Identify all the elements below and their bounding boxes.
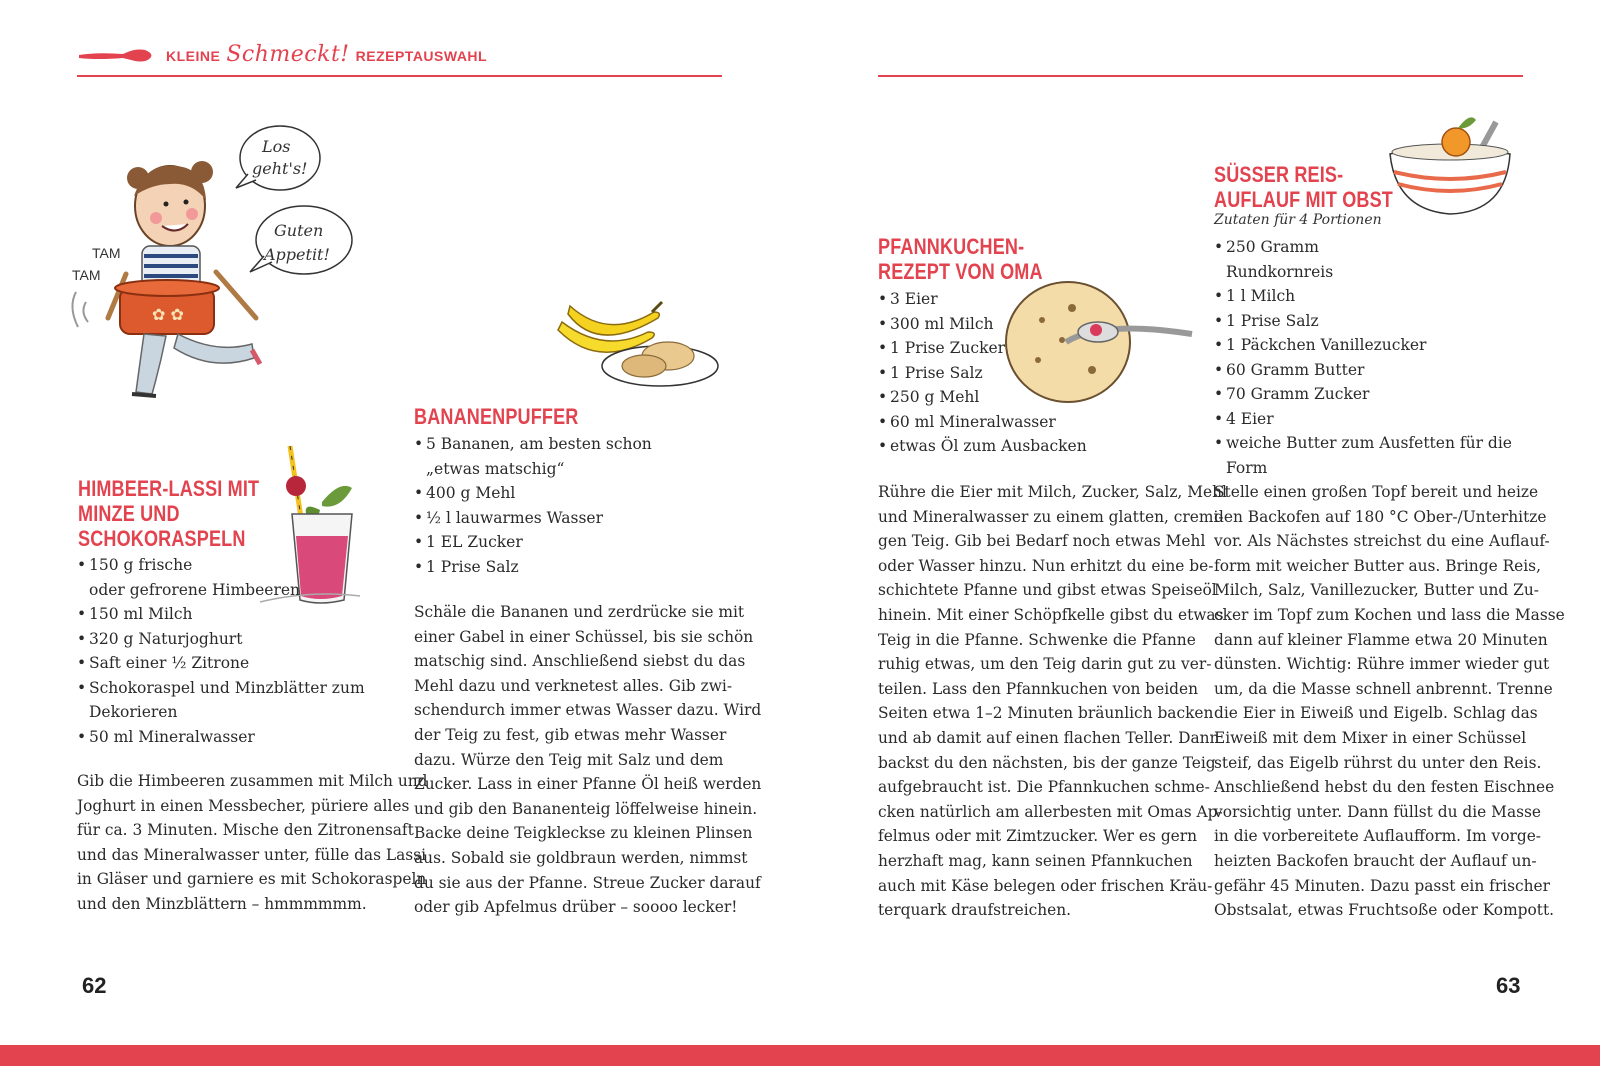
tam-text-2: TAM bbox=[72, 267, 101, 283]
text-line: und das Mineralwasser unter, fülle das Lassi bbox=[77, 845, 427, 864]
ingredient: • 150 ml Milch bbox=[77, 602, 377, 627]
page-header bbox=[166, 42, 487, 67]
text-line: gen Teig. Gib bei Bedarf noch etwas Mehl bbox=[878, 532, 1206, 551]
text-line: steif, das Eigelb rührst du unter den Reis. bbox=[1214, 753, 1542, 772]
spoon-icon bbox=[77, 46, 157, 66]
text-line: Backe deine Teigkleckse zu kleinen Plinsen bbox=[414, 824, 753, 843]
ingredient: • 1 EL Zucker bbox=[414, 530, 724, 555]
reis-title-line: AUFLAUF MIT OBST bbox=[1214, 187, 1393, 212]
text-line: Gib die Himbeeren zusammen mit Milch und bbox=[77, 772, 428, 790]
text-line: Mehl dazu und verknetest alles. Gib zwi- bbox=[414, 676, 733, 695]
ingredient: • 1 l Milch bbox=[1214, 284, 1544, 309]
text-line: oder Wasser hinzu. Nun erhitzt du eine be- bbox=[878, 556, 1214, 575]
ingredient-cont: oder gefrorene Himbeeren bbox=[89, 580, 301, 599]
ingredient: • ½ l lauwarmes Wasser bbox=[414, 506, 724, 531]
header-suffix: REZEPTAUSWAHL bbox=[355, 48, 488, 64]
text-line: Schäle die Bananen und zerdrücke sie mit bbox=[414, 603, 745, 621]
lassi-title bbox=[78, 476, 259, 551]
pfannkuchen-title-line: PFANNKUCHEN- bbox=[878, 234, 1025, 259]
ingredient: • 50 ml Mineralwasser bbox=[77, 725, 377, 750]
ingredient-cont: Dekorieren bbox=[89, 703, 178, 721]
text-line: in die vorbereitete Auflaufform. Im vorge- bbox=[1214, 827, 1542, 846]
ingredient: • 320 g Naturjoghurt bbox=[77, 627, 377, 652]
svg-text:✿ ✿: ✿ ✿ bbox=[152, 305, 184, 324]
text-line: Anschließend hebst du den festen Eischnee bbox=[1214, 778, 1555, 797]
bubble2-line1: Guten bbox=[274, 221, 324, 240]
text-line: und Mineralwasser zu einem glatten, cremi- bbox=[878, 507, 1224, 526]
bananen-ingredients bbox=[414, 432, 724, 579]
lassi-title-line: MINZE UND bbox=[78, 501, 180, 526]
header-script-logo: Schmeckt! bbox=[226, 42, 350, 67]
text-line: vor. Als Nächstes streichst du eine Auflauf- bbox=[1214, 532, 1550, 551]
text-line: herzhaft mag, kann seinen Pfannkuchen bbox=[878, 851, 1193, 870]
header-rule-left bbox=[77, 75, 722, 77]
text-line: den Backofen auf 180 °C Ober-/Unterhitze bbox=[1214, 507, 1547, 526]
pfannkuchen-title bbox=[878, 234, 1043, 284]
text-line: cken natürlich am allerbesten mit Omas Ap- bbox=[878, 802, 1223, 821]
text-line: gefähr 45 Minuten. Dazu passt ein frischer bbox=[1214, 876, 1551, 895]
text-line: Milch, Salz, Vanillezucker, Butter und Zu- bbox=[1214, 581, 1539, 600]
text-line: Zucker. Lass in einer Pfanne Öl heiß werden bbox=[414, 775, 762, 794]
ingredient: • 1 Prise Zucker bbox=[878, 336, 1178, 361]
ingredient: • 250 g Mehl bbox=[878, 385, 1178, 410]
lassi-text bbox=[77, 769, 428, 917]
ingredient: • Saft einer ½ Zitrone bbox=[77, 651, 377, 676]
text-line: um, da die Masse schnell anbrennt. Trenne bbox=[1214, 679, 1553, 698]
ingredient: • 1 Prise Salz bbox=[414, 555, 724, 580]
text-line: dann auf kleiner Flamme etwa 20 Minuten bbox=[1214, 630, 1548, 649]
ingredient-cont: Rundkornreis bbox=[1226, 262, 1334, 281]
header-prefix: KLEINE bbox=[166, 48, 221, 64]
pfannkuchen-ingredients bbox=[878, 287, 1178, 459]
lassi-title-line: SCHOKORASPELN bbox=[78, 526, 246, 551]
page-number-right: 63 bbox=[1496, 973, 1521, 998]
pfannkuchen-text bbox=[878, 480, 1227, 923]
bubble2-line2: Appetit! bbox=[264, 245, 330, 264]
text-line: einer Gabel in einer Schüssel, bis sie schön bbox=[414, 627, 754, 646]
ingredient: • 5 Bananen, am besten schon bbox=[414, 432, 724, 457]
text-line: für ca. 3 Minuten. Mische den Zitronensaft bbox=[77, 821, 414, 840]
text-line: form mit weicher Butter aus. Bringe Reis, bbox=[1214, 556, 1541, 575]
text-line: Eiweiß mit dem Mixer in einer Schüssel bbox=[1214, 728, 1527, 747]
text-line: Stelle einen großen Topf bereit und heize bbox=[1214, 483, 1539, 501]
text-line: felmus oder mit Zimtzucker. Wer es gern bbox=[878, 827, 1198, 846]
lassi-ingredients bbox=[77, 553, 377, 749]
bubble1-line1: Los bbox=[262, 137, 291, 156]
text-line: Joghurt in einen Messbecher, püriere alles bbox=[77, 796, 410, 815]
text-line: oder gib Apfelmus drüber – soooo lecker! bbox=[414, 898, 738, 917]
text-line: und gib den Bananenteig löffelweise hinein. bbox=[414, 799, 758, 818]
text-line: auch mit Käse belegen oder frischen Kräu- bbox=[878, 876, 1213, 895]
reis-subtitle: Zutaten für 4 Portionen bbox=[1214, 212, 1382, 228]
text-line: in Gläser und garniere es mit Schokoraspeln bbox=[77, 870, 427, 889]
pfannkuchen-title-line: REZEPT VON OMA bbox=[878, 259, 1043, 284]
text-line: terquark draufstreichen. bbox=[878, 901, 1072, 920]
bottom-accent-bar bbox=[0, 1045, 1600, 1066]
text-line: Teig in die Pfanne. Schwenke die Pfanne bbox=[878, 630, 1196, 649]
ingredient: • 400 g Mehl bbox=[414, 481, 724, 506]
ingredient: • 60 ml Mineralwasser bbox=[878, 410, 1178, 435]
ingredient: • 300 ml Milch bbox=[878, 312, 1178, 337]
ingredient: • Schokoraspel und Minzblätter zum bbox=[77, 676, 377, 701]
text-line: schichtete Pfanne und gibst etwas Speiseöl bbox=[878, 581, 1217, 600]
tam-text-1: TAM bbox=[92, 245, 121, 261]
header-rule-right bbox=[878, 75, 1523, 77]
ingredient: • 70 Gramm Zucker bbox=[1214, 382, 1544, 407]
text-line: Rühre die Eier mit Milch, Zucker, Salz, Mehl bbox=[878, 483, 1227, 501]
bananen-title bbox=[414, 404, 578, 429]
ingredient: • 1 Prise Salz bbox=[1214, 309, 1544, 334]
text-line: dazu. Würze den Teig mit Salz und dem bbox=[414, 750, 724, 769]
reis-ingredients bbox=[1214, 235, 1544, 480]
ingredient: • 1 Päckchen Vanillezucker bbox=[1214, 333, 1544, 358]
text-line: und den Minzblättern – hmmmmmm. bbox=[77, 894, 367, 913]
bananen-text bbox=[414, 600, 761, 920]
text-line: aus. Sobald sie goldbraun werden, nimmst bbox=[414, 848, 748, 867]
reis-title bbox=[1214, 162, 1393, 212]
reis-title-line: SÜSSER REIS- bbox=[1214, 162, 1344, 187]
text-line: vorsichtig unter. Dann füllst du die Masse bbox=[1214, 802, 1542, 821]
girl-with-pot-illustration bbox=[66, 122, 366, 412]
text-line: matschig sind. Anschließend siebst du das bbox=[414, 652, 746, 671]
ingredient: • 3 Eier bbox=[878, 287, 1178, 312]
text-line: cker im Topf zum Kochen und lass die Masse bbox=[1214, 605, 1565, 624]
text-line: teilen. Lass den Pfannkuchen von beiden bbox=[878, 679, 1199, 698]
text-line: du sie aus der Pfanne. Streue Zucker darauf bbox=[414, 873, 761, 892]
text-line: dünsten. Wichtig: Rühre immer wieder gut bbox=[1214, 655, 1550, 674]
ingredient: • 60 Gramm Butter bbox=[1214, 358, 1544, 383]
ingredient-cont: „etwas matschig“ bbox=[426, 459, 565, 478]
ingredient: • 150 g frische bbox=[77, 553, 377, 578]
text-line: die Eier in Eiweiß und Eigelb. Schlag das bbox=[1214, 704, 1538, 723]
ingredient: • 1 Prise Salz bbox=[878, 361, 1178, 386]
text-line: Obstsalat, etwas Fruchtsoße oder Kompott. bbox=[1214, 901, 1555, 920]
ingredient: • 250 Gramm bbox=[1214, 235, 1544, 260]
page-number-left: 62 bbox=[82, 973, 107, 998]
text-line: und ab damit auf einen flachen Teller. Dann bbox=[878, 728, 1220, 747]
text-line: heizten Backofen braucht der Auflauf un- bbox=[1214, 851, 1537, 870]
bananas-illustration bbox=[548, 262, 718, 397]
ingredient: • 4 Eier bbox=[1214, 407, 1544, 432]
text-line: der Teig zu fest, gib etwas mehr Wasser bbox=[414, 725, 727, 744]
lassi-title-line: HIMBEER-LASSI MIT bbox=[78, 476, 260, 501]
bananen-title-line: BANANENPUFFER bbox=[414, 404, 579, 429]
text-line: ruhig etwas, um den Teig darin gut zu ver- bbox=[878, 655, 1212, 674]
text-line: Seiten etwa 1–2 Minuten bräunlich backen bbox=[878, 704, 1214, 723]
bubble1-line2: geht's! bbox=[252, 159, 308, 178]
rice-bowl-illustration bbox=[1386, 102, 1526, 222]
text-line: backst du den nächsten, bis der ganze Teig bbox=[878, 753, 1216, 772]
text-line: hinein. Mit einer Schöpfkelle gibst du etwas bbox=[878, 605, 1224, 624]
ingredient: • etwas Öl zum Ausbacken bbox=[878, 434, 1178, 459]
text-line: aufgebraucht ist. Die Pfannkuchen schme- bbox=[878, 778, 1210, 797]
text-line: schendurch immer etwas Wasser dazu. Wird bbox=[414, 701, 762, 720]
reis-text bbox=[1214, 480, 1565, 923]
ingredient: • weiche Butter zum Ausfetten für die Form bbox=[1214, 431, 1544, 480]
